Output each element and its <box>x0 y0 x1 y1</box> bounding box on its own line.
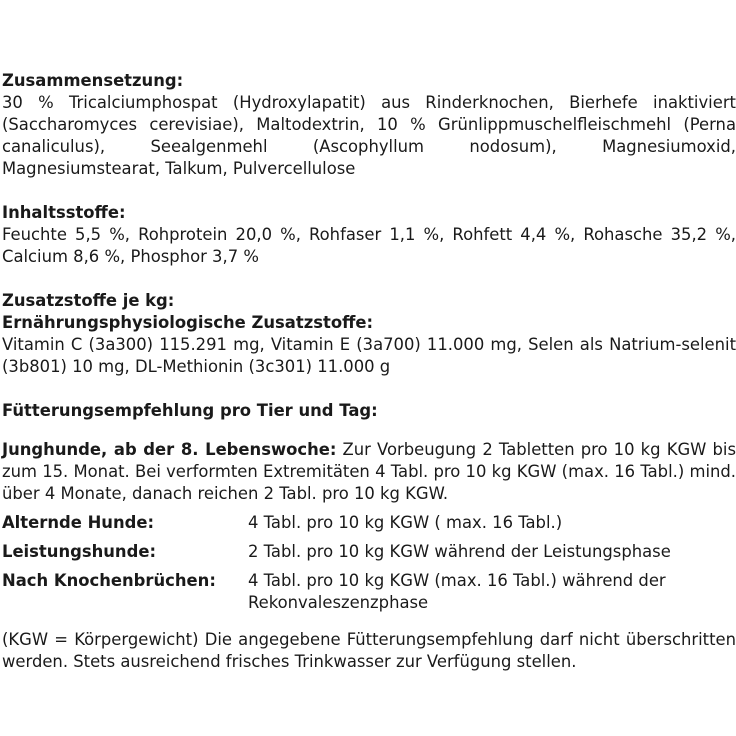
feeding-row-label: Alternde Hunde: <box>2 513 155 532</box>
additives-section <box>2 290 736 378</box>
composition-text: 30 % Tricalciumphospat (Hydroxylapatit) aus Rinderknochen, Bierhefe inaktiviert (Saccharomyces cerevisiae), Maltodextrin, 10 % Grünlippmuschelfleischmehl (Perna canaliculus), Seealgenmehl (Ascophyllum nodosum), Magnesiumoxid, Magnesiumstearat, Talkum, Pulvercellulose <box>2 93 736 178</box>
feeding-row-label: Leistungshunde: <box>2 542 157 561</box>
ingredients-heading: Inhaltsstoffe: <box>2 203 126 222</box>
additives-text: Vitamin C (3a300) 115.291 mg, Vitamin E (3a700) 11.000 mg, Selen als Natrium-selenit (3b801) 10 mg, DL-Methionin (3c301) 11.000 g <box>2 335 736 376</box>
feeding-section <box>2 400 736 614</box>
feeding-row-text: 2 Tabl. pro 10 kg KGW während der Leistungsphase <box>248 542 671 561</box>
feeding-heading: Fütterungsempfehlung pro Tier und Tag: <box>2 401 378 420</box>
composition-heading: Zusammensetzung: <box>2 71 184 90</box>
note-text: (KGW = Körpergewicht) Die angegebene Fütterungsempfehlung darf nicht überschritten werden. Stets ausreichend frisches Trinkwasser zur Verfügung stellen. <box>2 630 736 671</box>
composition-section <box>2 70 736 180</box>
note-section <box>2 629 736 673</box>
feeding-puppies-text: Zur Vorbeugung 2 Tabletten pro 10 kg KGW bis zum 15. Monat. Bei verformten Extremitäten 4 Tabl. pro 10 kg KGW (max. 16 Tabl.) mind. über 4 Monate, danach reichen 2 Tabl. pro 10 kg KGW. <box>2 440 736 503</box>
feeding-row-fracture <box>2 570 736 614</box>
feeding-row-label: Nach Knochenbrüchen: <box>2 571 216 590</box>
feeding-puppies-label: Junghunde, ab der 8. Lebenswoche: <box>2 440 337 459</box>
additives-heading: Zusatzstoffe je kg: <box>2 291 175 310</box>
ingredients-section <box>2 202 736 268</box>
feeding-puppies <box>2 439 736 505</box>
feeding-row-working <box>2 541 736 563</box>
product-label-text <box>2 70 736 673</box>
feeding-row-text: 4 Tabl. pro 10 kg KGW (max. 16 Tabl.) während der Rekonvaleszenzphase <box>248 571 666 612</box>
additives-subheading: Ernährungsphysiologische Zusatzstoffe: <box>2 313 374 332</box>
ingredients-text: Feuchte 5,5 %, Rohprotein 20,0 %, Rohfaser 1,1 %, Rohfett 4,4 %, Rohasche 35,2 %, Calcium 8,6 %, Phosphor 3,7 % <box>2 225 736 266</box>
feeding-row-text: 4 Tabl. pro 10 kg KGW ( max. 16 Tabl.) <box>248 513 563 532</box>
feeding-row-senior <box>2 512 736 534</box>
